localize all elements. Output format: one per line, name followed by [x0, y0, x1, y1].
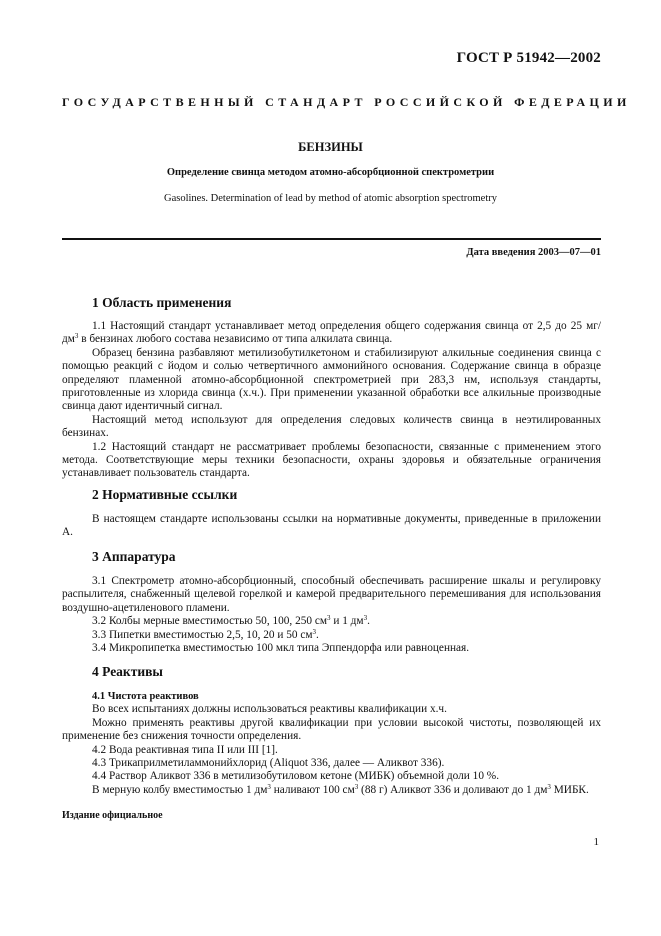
paragraph-3-3	[62, 629, 601, 642]
section-3-body	[62, 575, 601, 655]
text-span: .	[367, 615, 370, 628]
superscript: 3	[354, 782, 359, 791]
paragraph-4-1-a: Во всех испытаниях должны использоваться реактивы квалификации х.ч.	[92, 703, 447, 716]
text-span: и 1 дм	[330, 615, 364, 628]
paragraph-3-4: 3.4 Микропипетка вместимостью 100 мкл типа Эппендорфа или равноценная.	[92, 642, 470, 655]
text-span: МИБК.	[550, 783, 589, 796]
state-standard-banner: ГОСУДАРСТВЕННЫЙ СТАНДАРТ РОССИЙСКОЙ ФЕДЕРАЦИИ	[62, 95, 631, 109]
paragraph-1-1-usage: Настоящий метод используют для определения следовых количеств свинца в неэтилированных бензинах.	[62, 413, 601, 440]
superscript: 3	[363, 614, 368, 623]
paragraph-3-1: 3.1 Спектрометр атомно-абсорбционный, способный обеспечивать расширение шкалы и регулировку распылителя, снабженный щелевой горелкой и камерой предварительного перемешивания для использования воздушно-ацетиленового пламени.	[62, 575, 601, 614]
text-span: наливают 100 см	[270, 783, 355, 796]
superscript: 3	[547, 782, 551, 791]
paragraph-4-3: 4.3 Трикаприлметиламмонийхлорид (Aliquot 336, далее — Аликвот 336).	[92, 757, 445, 770]
text-span: в бензинах любого состава независимо от типа алкилата свинца.	[78, 333, 393, 346]
official-edition-note: Издание официальное	[62, 810, 163, 821]
superscript: 3	[327, 614, 331, 623]
section-3-heading: 3 Аппаратура	[92, 549, 176, 564]
text-span: 3.3 Пипетки вместимостью 2,5, 10, 20 и 50 см	[92, 628, 313, 641]
header-rule	[62, 238, 601, 240]
text-span: 3.2 Колбы мерные вместимостью 50, 100, 250 см	[92, 615, 328, 628]
paragraph-1-1	[62, 320, 601, 347]
superscript: 3	[312, 627, 317, 636]
text-span: В мерную колбу вместимостью 1 дм	[92, 783, 268, 796]
text-span: 1.1 Настоящий стандарт устанавливает метод определения общего содержания свинца от 2,5 до 25 мг/дм	[62, 320, 601, 346]
paragraph-4-4-prep	[62, 784, 601, 797]
paragraph-3-2	[62, 615, 601, 628]
paragraph-4-2: 4.2 Вода реактивная типа II или III [1].	[92, 743, 278, 756]
document-title: БЕНЗИНЫ	[298, 140, 363, 154]
superscript: 3	[74, 332, 79, 341]
paragraph-1-2: 1.2 Настоящий стандарт не рассматривает проблемы безопасности, связанные с применением этого метода. Соответствующие меры техники безопасности, охраны здоровья и обязательные ограничения устанавливает пользователь стандарта.	[62, 440, 601, 480]
section-1-body	[62, 320, 601, 481]
section-2-body	[62, 513, 601, 540]
superscript: 3	[267, 782, 271, 791]
text-span: .	[316, 628, 319, 641]
text-span: (88 г) Аликвот 336 и доливают до 1 дм	[358, 783, 548, 796]
section-1-heading: 1 Область применения	[92, 295, 232, 310]
paragraph-4-4: 4.4 Раствор Аликвот 336 в метилизобутиловом кетоне (МИБК) объемной доли 10 %.	[92, 770, 500, 783]
section-4-heading: 4 Реактивы	[92, 664, 163, 679]
paragraph-2: В настоящем стандарте использованы ссылки на нормативные документы, приведенные в приложении А.	[62, 513, 601, 539]
paragraph-4-1-b: Можно применять реактивы другой квалификации при условии высокой чистоты, позволяющей их применение без снижения точности определения.	[62, 716, 601, 743]
paragraph-1-1-method: Образец бензина разбавляют метилизобутилкетоном и стабилизируют алкильные соединения свинца с помощью реакций с йодом и солью четвертичного аммонийного основания. Содержание свинца в образце определяют пламенной атомно-абсорбционной спектрометрией при 283,3 нм, используя стандарты, приготовленные из хлорида свинца (х.ч.). При применении указанной обработки все алкильные производные свинца дают идентичный сигнал.	[62, 346, 601, 413]
section-4-body	[62, 690, 601, 797]
english-title: Gasolines. Determination of lead by method of atomic absorption spectrometry	[164, 193, 497, 204]
page-number: 1	[593, 836, 599, 848]
intro-date: Дата введения 2003—07—01	[466, 247, 601, 258]
subsection-4-1-heading: 4.1 Чистота реактивов	[92, 691, 199, 702]
section-2-heading: 2 Нормативные ссылки	[92, 487, 238, 502]
gost-code: ГОСТ Р 51942—2002	[456, 50, 601, 66]
document-subtitle: Определение свинца методом атомно-абсорбционной спектрометрии	[166, 167, 495, 178]
